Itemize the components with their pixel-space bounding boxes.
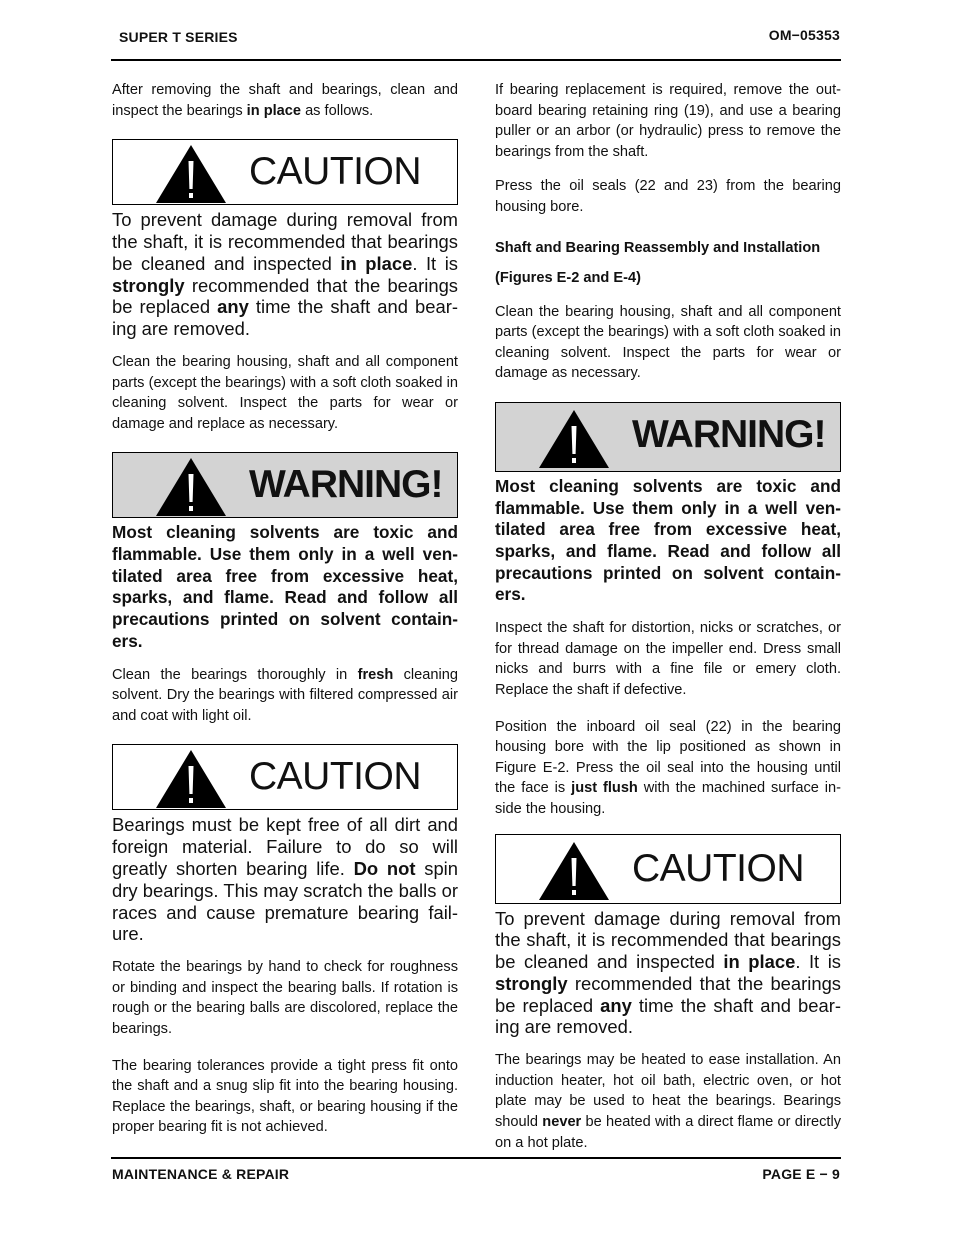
header-divider <box>111 59 841 61</box>
heated-paragraph: The bearings may be heated to ease installation. An induction heater, hot oil bath, electric oven, or hot plate may be used to heat the bearings. Bearings should never be heated with a direct flame or directly on a hot plate. <box>495 1052 842 1151</box>
position-seal-paragraph: Position the inboard oil seal (22) in the bearing housing bore with the lip positioned as shown in Figure E-2. Press the oil seal into the housing until the face is just flush with the machined surface inside the housing. <box>495 718 841 817</box>
intro-paragraph: After removing the shaft and bearings, clean and inspect the bearings in place as follows. <box>112 82 458 119</box>
left-column <box>112 80 458 1152</box>
caution-label: CAUTION <box>632 846 804 890</box>
tolerances-paragraph: The bearing tolerances provide a tight press fit onto the shaft and a snug slip fit into the bearing housing. Replace the bearings, shaft, or bearing housing if the proper bearing fit is not achieved. <box>112 1057 458 1136</box>
caution-label: CAUTION <box>249 755 421 799</box>
figures-reference: (Figures E-2 and E-4) <box>495 269 641 286</box>
warning-banner <box>495 402 841 472</box>
right-column <box>495 80 841 1167</box>
warning-triangle-icon <box>154 748 228 810</box>
warning-banner <box>112 452 458 518</box>
replace-paragraph: If bearing replacement is required, remove the outboard bearing retaining ring (19), and use a bearing puller or an arbor (or hydraulic) press to remove the bearings from the shaft. <box>495 82 841 160</box>
clean-bearings-paragraph: Clean the bearings thoroughly in fresh cleaning solvent. Dry the bearings with filtered compressed air and coat with light oil. <box>112 666 458 724</box>
caution-text: To prevent damage during removal from the shaft, it is recommended that bearings be cleaned and inspected in place. It is strongly recommended that the bearings be replaced any time the shaft and bearing are removed. <box>112 209 458 340</box>
warning-text: Most cleaning solvents are toxic and flammable. Use them only in a well ventilated area free from excessive heat, sparks, and flame. Read and follow all precautions printed on solvent containers. <box>112 522 458 651</box>
warning-triangle-icon <box>537 838 611 904</box>
caution-label: CAUTION <box>249 150 421 194</box>
caution-banner <box>112 139 458 205</box>
clean-parts-paragraph: Clean the bearing housing, shaft and all component parts (except the bearings) with a soft cloth soaked in cleaning solvent. Inspect the parts for wear or damage as necessary. <box>495 303 841 382</box>
warning-label: WARNING! <box>249 463 443 507</box>
series-title: SUPER T SERIES <box>119 29 238 45</box>
warning-text: Most cleaning solvents are toxic and flammable. Use them only in a well ventilated area free from excessive heat, sparks, and flame. Read and follow all precautions printed on solvent containers. <box>495 475 841 605</box>
warning-triangle-icon <box>154 143 228 205</box>
document-number: OM−05353 <box>768 27 840 43</box>
page-number: PAGE E − 9 <box>762 1166 840 1182</box>
section-name: MAINTENANCE & REPAIR <box>112 1166 290 1182</box>
footer-divider <box>111 1157 841 1159</box>
caution-banner <box>112 744 458 810</box>
clean-parts-paragraph: Clean the bearing housing, shaft and all component parts (except the bearings) with a soft cloth soaked in cleaning solvent. Inspect the parts for wear or damage and replace as necessary. <box>112 353 458 432</box>
caution-banner <box>495 834 841 904</box>
rotate-paragraph: Rotate the bearings by hand to check for roughness or binding and inspect the bearing balls. If rotation is rough or the bearing balls are discolored, replace the bearings. <box>112 959 458 1037</box>
section-heading: Shaft and Bearing Reassembly and Installation <box>495 239 821 256</box>
warning-triangle-icon <box>154 456 228 518</box>
inspect-shaft-paragraph: Inspect the shaft for distortion, nicks or scratches, or for thread damage on the impeller end. Dress small nicks and burrs with a fine file or emery cloth. Replace the shaft if defective. <box>495 620 841 698</box>
warning-label: WARNING! <box>632 412 826 456</box>
press-seals-paragraph: Press the oil seals (22 and 23) from the bearing housing bore. <box>495 178 841 215</box>
warning-triangle-icon <box>537 406 611 472</box>
caution-text: Bearings must be kept free of all dirt and foreign material. Failure to do so will greatly shorten bearing life. Do not spin dry bearings. This may scratch the balls or races and cause premature bearing failure. <box>112 814 458 945</box>
caution-text: To prevent damage during removal from the shaft, it is recommended that bearings be cleaned and inspected in place. It is strongly recommended that the bearings be replaced any time the shaft and bearing are removed. <box>495 907 841 1038</box>
